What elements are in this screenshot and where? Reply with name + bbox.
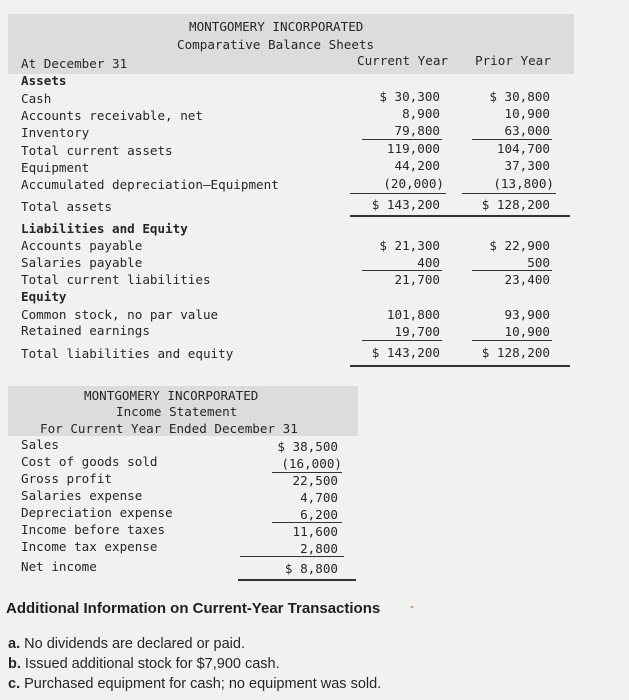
underline bbox=[272, 522, 342, 523]
is-label-income-before-taxes: Income before taxes bbox=[21, 522, 166, 537]
is-val-depreciation-expense: 6,200 bbox=[300, 507, 338, 522]
is-label-salaries-expense: Salaries expense bbox=[21, 488, 143, 503]
additional-item-text: No dividends are declared or paid. bbox=[24, 636, 245, 652]
is-label-gross-profit: Gross profit bbox=[21, 471, 112, 486]
additional-item-b bbox=[8, 656, 280, 672]
row-prior-cash: $ 30,800 bbox=[489, 89, 550, 104]
row-cur-cash: $ 30,300 bbox=[379, 89, 440, 104]
additional-item-letter: b. bbox=[8, 656, 21, 672]
row-label-total-current-assets: Total current assets bbox=[21, 143, 173, 158]
bs-date-label: At December 31 bbox=[21, 56, 128, 71]
row-label-salaries-payable: Salaries payable bbox=[21, 255, 143, 270]
row-cur-retained-earnings: 19,700 bbox=[394, 324, 440, 339]
row-label-retained-earnings: Retained earnings bbox=[21, 323, 150, 338]
additional-item-letter: c. bbox=[8, 676, 21, 692]
is-label-income-tax-expense: Income tax expense bbox=[21, 539, 158, 554]
row-label-equipment: Equipment bbox=[21, 160, 90, 175]
additional-item-a bbox=[8, 636, 245, 652]
is-val-net-income: $ 8,800 bbox=[284, 561, 338, 576]
is-val-salaries-expense: 4,700 bbox=[300, 490, 338, 505]
additional-item-c bbox=[8, 676, 381, 692]
row-prior-total-current-liabilities: 23,400 bbox=[504, 272, 550, 287]
is-label-sales: Sales bbox=[21, 437, 59, 452]
is-company: MONTGOMERY INCORPORATED bbox=[84, 388, 259, 403]
is-val-sales: $ 38,500 bbox=[277, 439, 338, 454]
underline bbox=[362, 139, 442, 140]
row-label-ar: Accounts receivable, net bbox=[21, 108, 203, 123]
additional-item-letter: a. bbox=[8, 636, 21, 652]
row-cur-equipment: 44,200 bbox=[394, 158, 440, 173]
row-label-total-assets: Total assets bbox=[21, 199, 112, 214]
is-label-depreciation-expense: Depreciation expense bbox=[21, 505, 173, 520]
row-cur-total-liabilities-equity: $ 143,200 bbox=[371, 345, 440, 360]
row-cur-ar: 8,900 bbox=[402, 106, 440, 121]
row-prior-salaries-payable: 500 bbox=[527, 255, 550, 270]
row-prior-ap: $ 22,900 bbox=[489, 238, 550, 253]
is-val-income-before-taxes: 11,600 bbox=[292, 524, 338, 539]
underline bbox=[362, 340, 442, 341]
row-label-total-liabilities-equity: Total liabilities and equity bbox=[21, 346, 234, 361]
row-label-ap: Accounts payable bbox=[21, 238, 143, 253]
underline bbox=[462, 193, 556, 194]
is-val-cogs: (16,000) bbox=[281, 456, 342, 471]
additional-item-text: Issued additional stock for $7,900 cash. bbox=[24, 656, 280, 672]
row-cur-common-stock: 101,800 bbox=[386, 307, 440, 322]
row-prior-total-assets: $ 128,200 bbox=[481, 197, 550, 212]
row-label-cash: Cash bbox=[21, 91, 52, 106]
row-label-total-current-liabilities: Total current liabilities bbox=[21, 272, 211, 287]
is-val-gross-profit: 22,500 bbox=[292, 473, 338, 488]
double-underline bbox=[350, 365, 570, 367]
underline bbox=[240, 556, 344, 557]
row-label-inventory: Inventory bbox=[21, 125, 90, 140]
is-title: Income Statement bbox=[116, 404, 238, 419]
row-label-accum-dep: Accumulated depreciation—Equipment bbox=[21, 177, 279, 192]
row-cur-ap: $ 21,300 bbox=[379, 238, 440, 253]
equity-header: Equity bbox=[21, 289, 67, 304]
underline bbox=[362, 270, 442, 271]
assets-header: Assets bbox=[21, 73, 67, 88]
row-prior-retained-earnings: 10,900 bbox=[504, 324, 550, 339]
bs-title: Comparative Balance Sheets bbox=[177, 37, 375, 52]
row-cur-accum-dep: (20,000) bbox=[383, 176, 444, 191]
row-label-common-stock: Common stock, no par value bbox=[21, 307, 219, 322]
row-cur-salaries-payable: 400 bbox=[417, 255, 440, 270]
underline bbox=[472, 139, 552, 140]
is-label-cogs: Cost of goods sold bbox=[21, 454, 158, 469]
row-prior-common-stock: 93,900 bbox=[504, 307, 550, 322]
double-underline bbox=[350, 215, 570, 217]
row-cur-total-assets: $ 143,200 bbox=[371, 197, 440, 212]
row-prior-ar: 10,900 bbox=[504, 106, 550, 121]
is-period: For Current Year Ended December 31 bbox=[40, 421, 298, 436]
underline bbox=[472, 340, 552, 341]
row-cur-total-current-liabilities: 21,700 bbox=[394, 272, 440, 287]
bs-col-prior: Prior Year bbox=[475, 53, 551, 68]
row-cur-inventory: 79,800 bbox=[394, 123, 440, 138]
underline bbox=[350, 193, 446, 194]
additional-item-text: Purchased equipment for cash; no equipment was sold. bbox=[24, 676, 382, 692]
additional-info-heading: Additional Information on Current-Year Transactions bbox=[6, 600, 381, 617]
row-prior-accum-dep: (13,800) bbox=[493, 176, 554, 191]
bs-company: MONTGOMERY INCORPORATED bbox=[189, 19, 364, 34]
row-prior-inventory: 63,000 bbox=[504, 123, 550, 138]
alert-marker: - bbox=[410, 599, 414, 613]
underline bbox=[472, 270, 552, 271]
row-prior-total-liabilities-equity: $ 128,200 bbox=[481, 345, 550, 360]
is-val-income-tax-expense: 2,800 bbox=[300, 541, 338, 556]
double-underline bbox=[238, 579, 356, 581]
bs-col-current: Current Year bbox=[357, 53, 448, 68]
is-label-net-income: Net income bbox=[21, 559, 97, 574]
row-prior-equipment: 37,300 bbox=[504, 158, 550, 173]
liabilities-equity-header: Liabilities and Equity bbox=[21, 221, 188, 236]
row-cur-total-current-assets: 119,000 bbox=[386, 141, 440, 156]
row-prior-total-current-assets: 104,700 bbox=[496, 141, 550, 156]
